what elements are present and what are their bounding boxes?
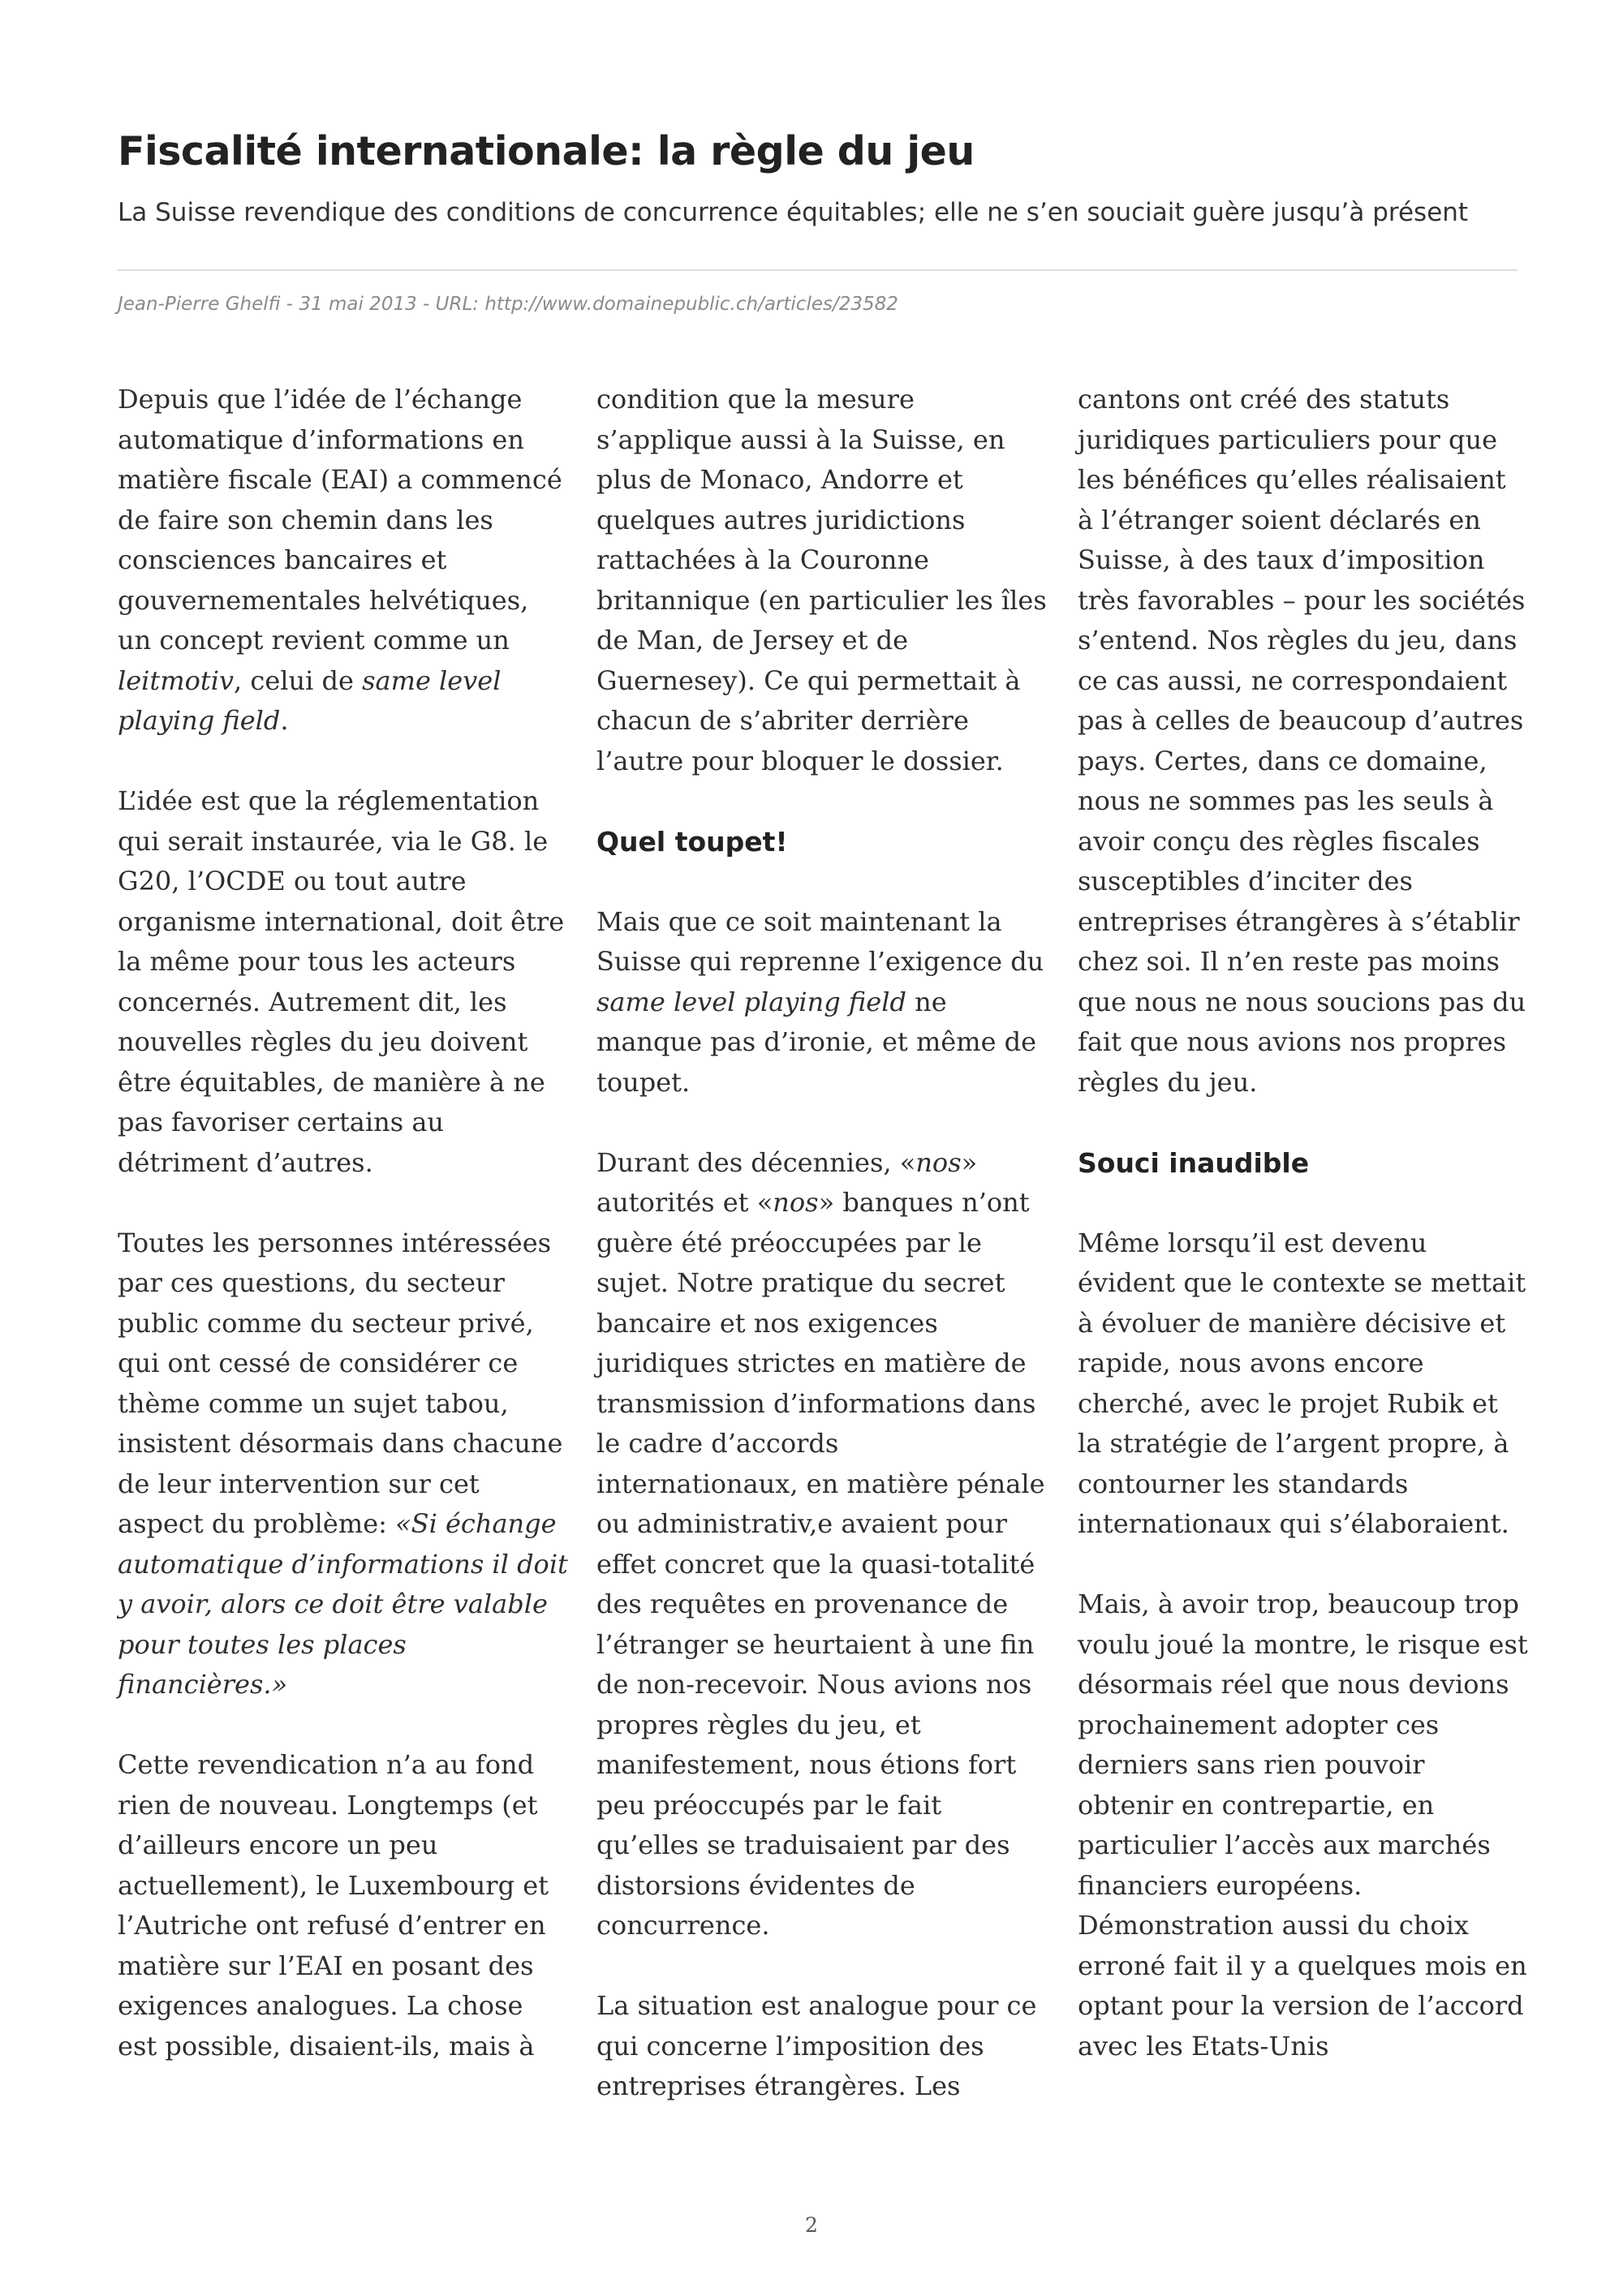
article-column-3 bbox=[1078, 380, 1528, 2107]
paragraph: Même lorsqu’il est devenu évident que le contexte se mettait à évoluer de manière décisive et rapide, nous avons encore cherché, avec le projet Rubik et la stratégie de l’argent propre, à contourner les standards internationaux qui s’élaboraient. bbox=[1078, 1227, 1526, 1539]
section-heading: Quel toupet! bbox=[596, 825, 788, 858]
paragraph: cantons ont créé des statuts juridiques particuliers pour que les bénéfices qu’elles réalisaient à l’étranger soient déclarés en Suisse, à des taux d’imposition très favorables – pour les sociétés s’entend. Nos règles du jeu, dans ce cas aussi, ne correspondaient pas à celles de beaucoup d’autres pays. Certes, dans ce domaine, nous ne sommes pas les seuls à avoir conçu des règles fiscales susceptibles d’inciter des entreprises étrangères à s’établir chez soi. Il n’en reste pas moins que nous ne nous soucions pas du fait que nous avions nos propres règles du jeu. bbox=[1078, 384, 1526, 1098]
article-subtitle: La Suisse revendique des conditions de concurrence équitables; elle ne s’en souciait guère jusqu’à présent bbox=[118, 198, 1469, 227]
paragraph: L’idée est que la réglementation qui serait instaurée, via le G8. le G20, l’OCDE ou tout autre organisme international, doit être la même pour tous les acteurs concernés. Autrement dit, les nouvelles règles du jeu doivent être équitables, de manière à ne pas favoriser certains au détriment d’autres. bbox=[118, 785, 565, 1178]
section-heading: Souci inaudible bbox=[1078, 1146, 1310, 1179]
paragraph: Durant des décennies, «nos» autorités et «nos» banques n’ont guère été préoccupées par le sujet. Notre pratique du secret bancaire et nos exigences juridiques strictes en matière de transmission d’informations dans le cadre d’accords internationaux, en matière pénale ou administrativ,e avaient pour effet concret que la quasi-totalité des requêtes en provenance de l’étranger se heurtaient à une fin de non-recevoir. Nous avions nos propres règles du jeu, et manifestement, nous étions fort peu préoccupés par le fait qu’elles se traduisaient par des distorsions évidentes de concurrence. bbox=[596, 1146, 1045, 1941]
paragraph: Depuis que l’idée de l’échange automatique d’informations en matière fiscale (EAI) a commencé de faire son chemin dans les consciences bancaires et gouvernementales helvétiques, un concept revient comme un leitmotiv, celui de same level playing field. bbox=[118, 384, 562, 736]
article-column-2 bbox=[596, 380, 1047, 2147]
paragraph: Mais, à avoir trop, beaucoup trop voulu joué la montre, le risque est désormais réel que nous devions prochainement adopter ces derniers sans rien pouvoir obtenir en contrepartie, en particulier l’accès aux marchés financiers européens. Démonstration aussi du choix erroné fait il y a quelques mois en optant pour la version de l’accord avec les Etats-Unis bbox=[1078, 1589, 1528, 2062]
article-title: Fiscalité internationale: la règle du jeu bbox=[118, 128, 975, 174]
paragraph: Toutes les personnes intéressées par ces questions, du secteur public comme du secteur privé, qui ont cessé de considérer ce thème comme un sujet tabou, insistent désormais dans chacune de leur intervention sur cet aspect du problème: «Si échange automatique d’informations il doit y avoir, alors ce doit être valable pour toutes les places financières.» bbox=[118, 1227, 568, 1700]
paragraph: La situation est analogue pour ce qui concerne l’imposition des entreprises étrangères. Les bbox=[596, 1990, 1037, 2101]
paragraph: Cette revendication n’a au fond rien de nouveau. Longtemps (et d’ailleurs encore un peu actuellement), le Luxembourg et l’Autriche ont refusé d’entrer en matière sur l’EAI en posant des exigences analogues. La chose est possible, disaient-ils, mais à bbox=[118, 1749, 549, 2062]
page-number: 2 bbox=[805, 2213, 818, 2237]
article-byline: Jean-Pierre Ghelfi - 31 mai 2013 - URL: http://www.domainepublic.ch/articles/23582 bbox=[118, 294, 898, 315]
paragraph: Mais que ce soit maintenant la Suisse qui reprenne l’exigence du same level playing field ne manque pas d’ironie, et même de toupet. bbox=[596, 905, 1044, 1098]
paragraph: condition que la mesure s’applique aussi à la Suisse, en plus de Monaco, Andorre et quelques autres juridictions rattachées à la Couronne britannique (en particulier les îles de Man, de Jersey et de Guernesey). Ce qui permettait à chacun de s’abriter derrière l’autre pour bloquer le dossier. bbox=[596, 384, 1047, 776]
header-divider bbox=[118, 269, 1518, 271]
article-column-1 bbox=[118, 380, 568, 2107]
